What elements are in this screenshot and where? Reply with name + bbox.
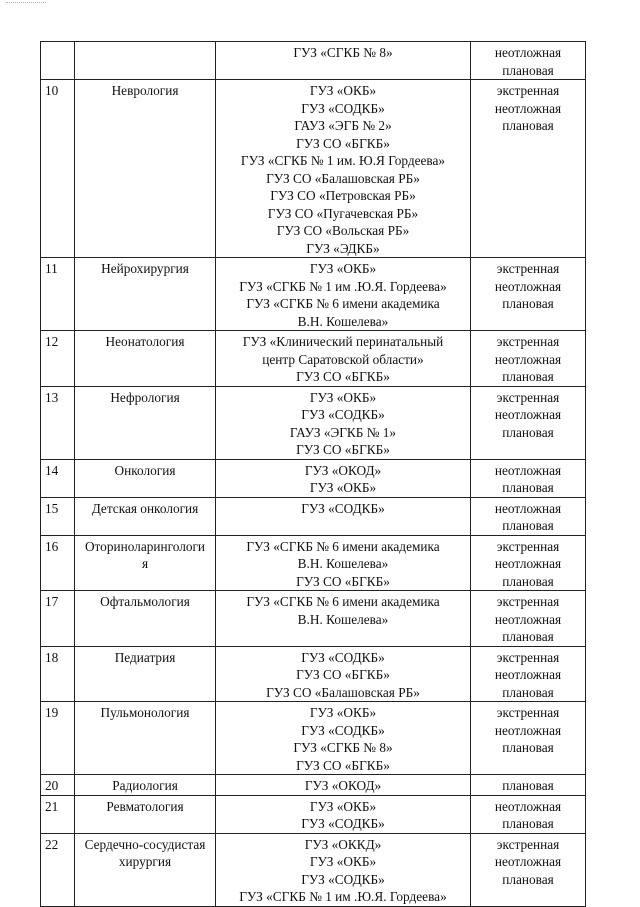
specialty-text: Пульмонология <box>100 705 190 720</box>
hospital-name: ГУЗ «СГКБ № 6 имени академика <box>246 296 440 311</box>
specialty-text: Нефрология <box>110 389 180 405</box>
hospitals-cell <box>216 646 471 702</box>
hospitals-cell <box>216 591 471 647</box>
row-number: 16 <box>41 535 75 591</box>
row-number: 11 <box>41 258 75 331</box>
specialty-cell <box>75 42 216 80</box>
care-type-cell <box>471 591 586 647</box>
care-type-cell <box>471 386 586 459</box>
care-type: плановая <box>502 573 554 589</box>
care-type: экстренная <box>496 538 560 554</box>
care-type: неотложная <box>494 798 562 814</box>
hospital-name: ГУЗ «СГКБ № 8» <box>293 45 393 60</box>
table-row <box>41 833 586 906</box>
row-number: 12 <box>41 331 75 387</box>
care-type: экстренная <box>496 389 560 405</box>
hospital-name: ГУЗ «СОДКБ» <box>301 871 385 887</box>
hospital-name: ГУЗ «ОКБ» <box>309 798 377 814</box>
care-type-cell <box>471 497 586 535</box>
hospital-name: ГУЗ «СГКБ № 6 имени академика <box>246 538 440 554</box>
specialty-text: Офтальмология <box>100 594 190 609</box>
care-type: неотложная <box>494 407 562 422</box>
row-number: 21 <box>41 795 75 833</box>
care-type: неотложная <box>494 278 562 294</box>
care-type: экстренная <box>496 705 560 720</box>
care-type: плановая <box>502 480 554 495</box>
hospitals-cell <box>216 795 471 833</box>
row-number: 13 <box>41 386 75 459</box>
care-type: плановая <box>502 62 554 78</box>
hospital-name: ГУЗ СО «Петровская РБ» <box>270 188 416 203</box>
care-type: неотложная <box>494 854 562 869</box>
specialty-text: Радиология <box>112 778 178 793</box>
hospital-name: ГУЗ «СГКБ № 1 им. Ю.Я Гордеева» <box>240 153 446 168</box>
hospital-name: ГУЗ СО «БГКБ» <box>296 573 390 589</box>
care-type: плановая <box>502 740 554 755</box>
hospitals-cell <box>216 535 471 591</box>
specialty-cell <box>75 646 216 702</box>
specialty-text: Детская онкология <box>91 500 199 516</box>
care-type-cell <box>471 331 586 387</box>
hospitals-cell <box>216 80 471 258</box>
care-type: экстренная <box>496 83 560 98</box>
care-type: экстренная <box>496 649 560 665</box>
table-row <box>41 459 586 497</box>
care-type: плановая <box>502 296 554 311</box>
hospital-name: ГУЗ «СГКБ № 8» <box>293 740 393 755</box>
hospital-name: ГУЗ «ОКОД» <box>304 778 382 793</box>
row-number: 10 <box>41 80 75 258</box>
care-type-cell <box>471 459 586 497</box>
care-type-cell <box>471 535 586 591</box>
hospitals-cell <box>216 497 471 535</box>
care-type-cell <box>471 795 586 833</box>
specialty-text: Неонатология <box>105 334 185 349</box>
care-type: плановая <box>502 684 554 700</box>
care-type-cell <box>471 80 586 258</box>
table-row <box>41 702 586 775</box>
care-type: неотложная <box>494 500 562 516</box>
hospital-name: В.Н. Кошелева» <box>297 611 389 627</box>
hospital-name: ГУЗ «СОДКБ» <box>301 100 385 116</box>
row-number <box>41 42 75 80</box>
hospital-name: ГУЗ «СОДКБ» <box>301 649 385 665</box>
hospitals-cell <box>216 386 471 459</box>
specialty-text: Ревматология <box>106 798 184 814</box>
hospital-name: В.Н. Кошелева» <box>297 313 389 329</box>
care-type: экстренная <box>496 261 560 276</box>
row-number: 14 <box>41 459 75 497</box>
specialty-text: Сердечно-сосудистая <box>84 836 206 852</box>
care-type: плановая <box>502 629 554 644</box>
hospital-name: ГУЗ «СОДКБ» <box>301 500 385 516</box>
care-type: экстренная <box>496 594 560 609</box>
care-type-cell <box>471 775 586 796</box>
specialty-cell <box>75 386 216 459</box>
care-type: плановая <box>502 816 554 831</box>
hospital-routing-table <box>40 41 586 907</box>
table-body <box>41 42 586 907</box>
hospital-name: В.Н. Кошелева» <box>297 556 389 571</box>
hospital-name: центр Саратовской области» <box>262 351 424 367</box>
specialty-text: Нейрохирургия <box>101 261 189 276</box>
specialty-text: хирургия <box>118 854 172 869</box>
hospital-name: ГУЗ СО «БГКБ» <box>296 757 390 773</box>
care-type: плановая <box>502 518 554 533</box>
table-row <box>41 386 586 459</box>
hospitals-cell <box>216 459 471 497</box>
hospital-name: ГУЗ СО «Балашовская РБ» <box>266 684 420 700</box>
hospital-name: ГУЗ «СГКБ № 1 им .Ю.Я. Гордеева» <box>239 889 447 904</box>
table-row <box>41 42 586 80</box>
hospital-name: ГУЗ «СОДКБ» <box>301 816 385 831</box>
hospitals-cell <box>216 42 471 80</box>
care-type-cell <box>471 258 586 331</box>
specialty-cell <box>75 258 216 331</box>
hospital-name: ГУЗ СО «Балашовская РБ» <box>266 170 420 186</box>
care-type: неотложная <box>494 351 562 367</box>
hospitals-cell <box>216 775 471 796</box>
hospital-name: ГУЗ «ОКБ» <box>309 261 377 276</box>
hospital-name: ГУЗ СО «Пугачевская РБ» <box>267 205 419 221</box>
table-row <box>41 535 586 591</box>
specialty-text: Неврология <box>111 83 179 98</box>
care-type-cell <box>471 646 586 702</box>
row-number: 22 <box>41 833 75 906</box>
hospital-name: ГУЗ «СОДКБ» <box>301 407 385 422</box>
care-type: плановая <box>502 424 554 440</box>
specialty-cell <box>75 80 216 258</box>
care-type: плановая <box>502 871 554 887</box>
hospital-name: ГУЗ «ОКБ» <box>309 705 377 720</box>
hospital-name: ГУЗ «ОКБ» <box>309 480 377 495</box>
care-type: экстренная <box>496 334 560 349</box>
specialty-text: Оториноларингологи <box>84 538 206 554</box>
scan-artifact-mark <box>6 2 46 4</box>
table-row <box>41 258 586 331</box>
specialty-text: Педиатрия <box>114 649 176 665</box>
hospital-name: ГУЗ «ЭДКБ» <box>306 240 380 256</box>
care-type: плановая <box>502 369 554 384</box>
row-number: 15 <box>41 497 75 535</box>
hospital-name: ГУЗ «ОКОД» <box>304 462 382 478</box>
hospitals-cell <box>216 331 471 387</box>
hospitals-cell <box>216 258 471 331</box>
hospital-name: ГУЗ СО «БГКБ» <box>296 442 390 457</box>
row-number: 17 <box>41 591 75 647</box>
hospitals-cell <box>216 833 471 906</box>
care-type: неотложная <box>494 462 562 478</box>
hospital-name: ГАУЗ «ЭГБ № 2» <box>294 118 392 133</box>
care-type: неотложная <box>494 722 562 738</box>
care-type: плановая <box>502 778 554 793</box>
care-type: неотложная <box>494 100 562 116</box>
hospital-name: ГУЗ «СГКБ № 6 имени академика <box>246 594 440 609</box>
specialty-text: я <box>141 556 149 571</box>
hospital-name: ГУЗ СО «Вольская РБ» <box>276 223 410 238</box>
specialty-cell <box>75 591 216 647</box>
care-type-cell <box>471 702 586 775</box>
row-number: 18 <box>41 646 75 702</box>
care-type: экстренная <box>496 836 560 852</box>
care-type: неотложная <box>494 667 562 682</box>
care-type: неотложная <box>494 556 562 571</box>
table-row <box>41 497 586 535</box>
specialty-cell <box>75 535 216 591</box>
specialty-cell <box>75 795 216 833</box>
care-type: неотложная <box>494 45 562 60</box>
table-row <box>41 646 586 702</box>
hospital-name: ГУЗ «ОКБ» <box>309 389 377 405</box>
specialty-cell <box>75 775 216 796</box>
hospital-name: ГУЗ «ОКБ» <box>309 854 377 869</box>
care-type-cell <box>471 42 586 80</box>
specialty-cell <box>75 833 216 906</box>
table-row <box>41 591 586 647</box>
care-type-cell <box>471 833 586 906</box>
row-number: 20 <box>41 775 75 796</box>
row-number: 19 <box>41 702 75 775</box>
hospitals-cell <box>216 702 471 775</box>
hospital-name: ГУЗ «ОКБ» <box>309 83 377 98</box>
specialty-text: Онкология <box>114 462 176 478</box>
table-row <box>41 80 586 258</box>
specialty-cell <box>75 497 216 535</box>
care-type: плановая <box>502 118 554 133</box>
table-row <box>41 795 586 833</box>
hospital-name: ГУЗ СО «БГКБ» <box>296 135 390 151</box>
care-type: неотложная <box>494 611 562 627</box>
specialty-cell <box>75 702 216 775</box>
hospital-name: ГУЗ «ОККД» <box>304 836 382 852</box>
hospital-name: ГУЗ СО «БГКБ» <box>296 369 390 384</box>
hospital-name: ГАУЗ «ЭГКБ № 1» <box>289 424 397 440</box>
hospital-name: ГУЗ «СГКБ № 1 им .Ю.Я. Гордеева» <box>239 278 447 294</box>
specialty-cell <box>75 459 216 497</box>
hospital-name: ГУЗ «СОДКБ» <box>301 722 385 738</box>
table-row <box>41 331 586 387</box>
hospital-name: ГУЗ «Клинический перинатальный <box>242 334 444 349</box>
table-row <box>41 775 586 796</box>
specialty-cell <box>75 331 216 387</box>
hospital-name: ГУЗ СО «БГКБ» <box>296 667 390 682</box>
